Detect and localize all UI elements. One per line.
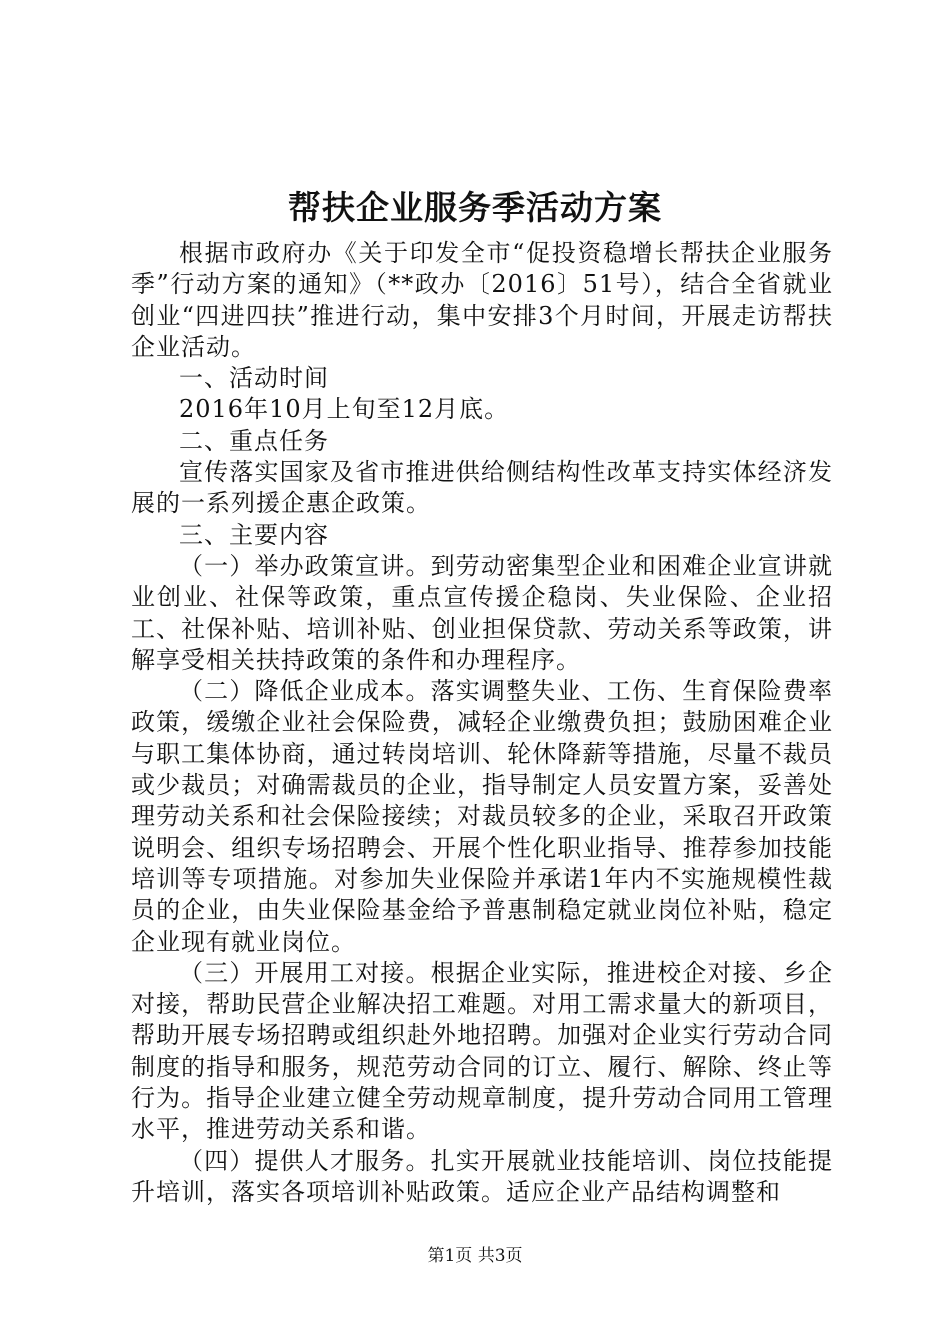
page-footer: 第1页 共3页 bbox=[427, 1246, 523, 1266]
section-heading-activity-time: 一、活动时间 bbox=[179, 364, 329, 393]
paragraph-key-tasks: 宣传落实国家及省市推进供给侧结构性改革支持实体经济发展的一系列援企惠企政策。 bbox=[131, 458, 833, 518]
document-body bbox=[131, 238, 833, 1208]
paragraph-activity-time: 2016年10月上旬至12月底。 bbox=[179, 395, 510, 424]
paragraph-intro: 根据市政府办《关于印发全市“促投资稳增长帮扶企业服务季”行动方案的通知》（**政办〔2016〕51号），结合全省就业创业“四进四扶”推进行动，集中安排3个月时间，开展走访帮扶企业活动。 bbox=[131, 239, 833, 361]
paragraph-item-2: （二）降低企业成本。落实调整失业、工伤、生育保险费率政策，缓缴企业社会保险费，减轻企业缴费负担；鼓励困难企业与职工集体协商，通过转岗培训、轮休降薪等措施，尽量不裁员或少裁员；对确需裁员的企业，指导制定人员安置方案，妥善处理劳动关系和社会保险接续；对裁员较多的企业，采取召开政策说明会、组织专场招聘会、开展个性化职业指导、推荐参加技能培训等专项措施。对参加失业保险并承诺1年内不实施规模性裁员的企业，由失业保险基金给予普惠制稳定就业岗位补贴，稳定企业现有就业岗位。 bbox=[131, 677, 833, 956]
paragraph-item-1: （一）举办政策宣讲。到劳动密集型企业和困难企业宣讲就业创业、社保等政策，重点宣传援企稳岗、失业保险、企业招工、社保补贴、培训补贴、创业担保贷款、劳动关系等政策，讲解享受相关扶持政策的条件和办理程序。 bbox=[131, 551, 833, 674]
section-heading-key-tasks: 二、重点任务 bbox=[179, 426, 329, 455]
section-heading-main-content: 三、主要内容 bbox=[179, 520, 329, 549]
document-title: 帮扶企业服务季活动方案 bbox=[288, 188, 662, 227]
paragraph-item-3: （三）开展用工对接。根据企业实际，推进校企对接、乡企对接，帮助民营企业解决招工难题。对用工需求量大的新项目，帮助开展专场招聘或组织赴外地招聘。加强对企业实行劳动合同制度的指导和服务，规范劳动合同的订立、履行、解除、终止等行为。指导企业建立健全劳动规章制度，提升劳动合同用工管理水平，推进劳动关系和谐。 bbox=[131, 958, 833, 1144]
paragraph-item-4: （四）提供人才服务。扎实开展就业技能培训、岗位技能提升培训，落实各项培训补贴政策。适应企业产品结构调整和 bbox=[131, 1146, 833, 1206]
